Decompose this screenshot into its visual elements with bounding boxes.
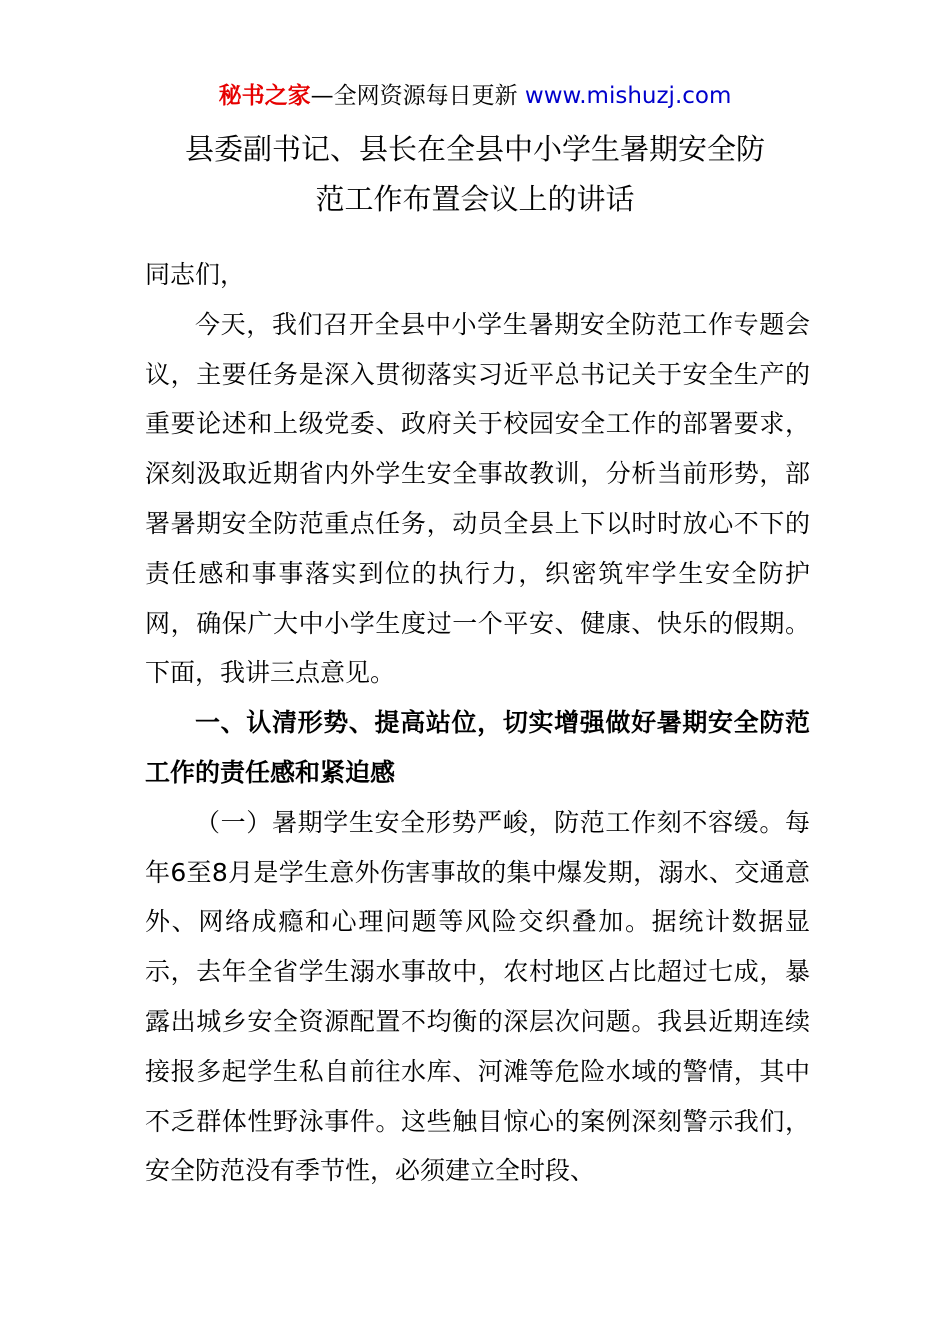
brand-slogan: —全网资源每日更新 (310, 83, 525, 109)
document-title (140, 124, 810, 224)
paragraph-situation: （一）暑期学生安全形势严峻，防范工作刻不容缓。每年6至8月是学生意外伤害事故的集中爆发期，溺水、交通意外、网络成瘾和心理问题等风险交织叠加。据统计数据显示，去年全省学生溺水事故中，农村地区占比超过七成，暴露出城乡安全资源配置不均衡的深层次问题。我县近期连续接报多起学生私自前往水库、河滩等危险水域的警情，其中不乏群体性野泳事件。这些触目惊心的案例深刻警示我们，安全防范没有季节性，必须建立全时段、 (145, 807, 810, 1186)
document-body (145, 250, 810, 1196)
paragraph-intro: 今天，我们召开全县中小学生暑期安全防范工作专题会议，主要任务是深入贯彻落实习近平总书记关于安全生产的重要论述和上级党委、政府关于校园安全工作的部署要求，深刻汲取近期省内外学生安全事故教训，分析当前形势，部署暑期安全防范重点任务，动员全县上下以时时放心不下的责任感和事事落实到位的执行力，织密筑牢学生安全防护网，确保广大中小学生度过一个平安、健康、快乐的假期。下面，我讲三点意见。 (145, 309, 810, 688)
salutation: 同志们， (145, 260, 246, 289)
site-url-link[interactable]: www.mishuzj.com (524, 83, 732, 109)
brand-name: 秘书之家 (218, 83, 311, 109)
site-banner (0, 80, 950, 112)
title-line-2: 范工作布置会议上的讲话 (315, 182, 635, 216)
title-line-1: 县委副书记、县长在全县中小学生暑期安全防 (184, 132, 765, 166)
section-heading-1: 一、认清形势、提高站位，切实增强做好暑期安全防范工作的责任感和紧迫感 (145, 708, 810, 787)
